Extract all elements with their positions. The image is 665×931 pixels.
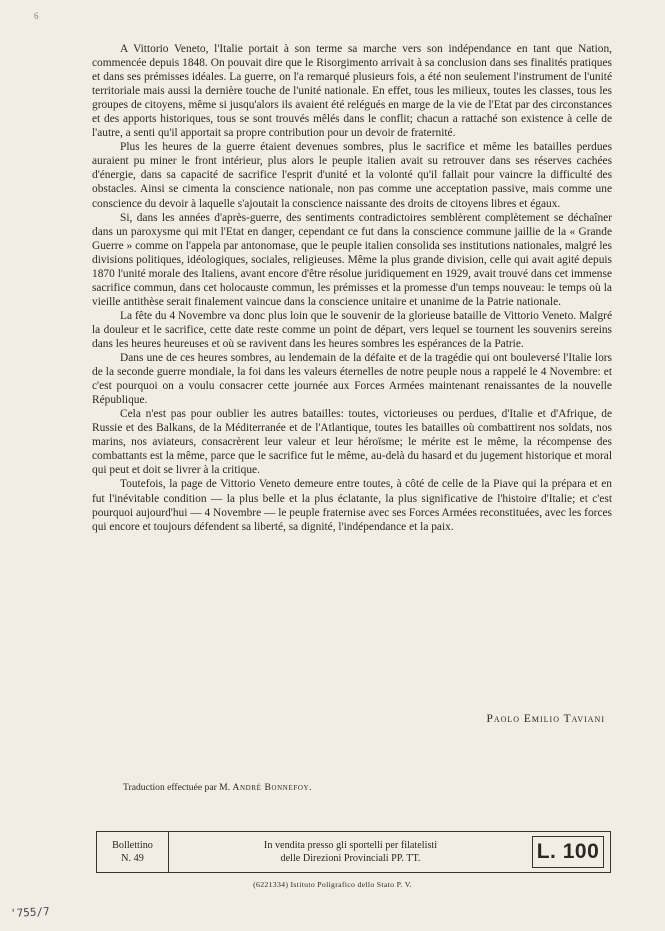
paragraph: Dans une de ces heures sombres, au lendemain de la défaite et de la tragédie qui ont bouleversé l'Italie lors de la seconde guerre mondiale, la foi dans les valeurs éternelles de notre peuple nous a rappelé le 4 Novembre: et c'est pourquoi on a voulu consacrer cette journée aux Forces Armées maintenant renaissantes de la nouvelle République. [92,352,612,407]
paragraph: Plus les heures de la guerre étaient devenues sombres, plus le sacrifice et même les batailles perdues auraient pu miner le front intérieur, plus alors le peuple italien avait su retrouver dans ses réserves cachées d'énergie, dans sa capacité de sacrifice l'esprit d'unité et la volonté qu'il fallait pour vaincre la difficulté des obstacles. Ainsi se cimenta la conscience nationale, non pas comme une acceptation passive, mais comme une conscience du devoir à laquelle s'ajoutait la conscience naissante des droits de citoyens libres et égaux. [92,141,612,210]
corner-mark: 6 [34,11,39,21]
article-body [92,42,612,534]
bulletin-number: N. 49 [121,853,144,864]
handwritten-note: '755/7 [9,904,51,921]
bulletin-info-box [96,831,611,873]
paragraph: A Vittorio Veneto, l'Italie portait à son terme sa marche vers son indépendance en tant que Nation, commencée depuis 1848. On pouvait dire que le Risorgimento arrivait à sa conclusion dans ses finalités pratiques et dans ses prémisses idéales. La guerre, on l'a remarqué plusieurs fois, a été non seulement l'instrument de l'unité territoriale mais aussi la dernière touche de l'unité nationale. En effet, tous les milieux, toutes les classes, tous les groupes de citoyens, même si jusqu'alors ils avaient été relégués en marge de la vie de l'Etat par des circonstances et des apports historiques, tous se sont trouvés mêlés dans le conflit; chacun a rattaché son existence à celle de l'autre, a senti qu'il apportait sa propre contribution pour un devoir de fraternité. [92,43,612,140]
paragraph: Cela n'est pas pour oublier les autres batailles: toutes, victorieuses ou perdues, d'Italie et d'Afrique, de Russie et des Balkans, de la Méditerranée et de l'Atlantique, toutes les batailles où combattirent nos soldats, nos marins, nos aviateurs, consacrèrent leur valeur et leur héroïsme; le mérite est le même, la récompense des combattants est la même, parce que le sacrifice fut le même, au-delà du hasard et du jugement historique et moral qui peut et doit se livrer à la critique. [92,408,612,477]
author-signature: Paolo Emilio Taviani [486,713,605,725]
price: L. 100 [536,840,600,863]
sale-info-cell [169,832,532,872]
translation-prefix: Traduction effectuée par M. [123,782,233,793]
paragraph: La fête du 4 Novembre va donc plus loin que le souvenir de la glorieuse bataille de Vittorio Veneto. Malgré la douleur et le sacrifice, cette date reste comme un point de départ, vers lequel se tournent les souvenirs sereins dans les heures heureuses et où se ravivent dans les heures sombres les espérances de la Patrie. [92,309,612,350]
translator-name: André Bonnefoy. [232,782,313,793]
sale-info-line-2: delle Direzioni Provinciali PP. TT. [280,853,421,864]
price-cell [532,836,604,868]
bulletin-label: Bollettino [112,840,153,851]
paragraph: Toutefois, la page de Vittorio Veneto demeure entre toutes, à côté de celle de la Piave qui la prépara et en fut l'inévitable condition — la plus belle et la plus éclatante, la plus significative de l'histoire d'Italie; et c'est pourquoi aujourd'hui — 4 Novembre — le peuple fraternise avec ses Forces Armées reconstituées, avec les forces qui encore et toujours défendent sa liberté, sa dignité, l'indépendance et la paix. [92,478,612,533]
translation-credit [123,782,312,793]
printer-imprint: (6221334) Istituto Poligrafico dello Stato P. V. [253,880,412,889]
bulletin-number-cell [97,832,169,872]
sale-info-line-1: In vendita presso gli sportelli per filatelisti [263,840,438,851]
paragraph: Si, dans les années d'après-guerre, des sentiments contradictoires semblèrent complètement se déchaîner dans un paroxysme qui mit l'Etat en danger, cependant ce fut dans la conscience commune jaillie de la « Grande Guerre » comme on l'appela par antonomase, que le peuple italien consolida ses institutions nationales, malgré les divisions politiques, idéologiques, sociales, religieuses. Même la plus grande division, celle qui avait agité depuis 1870 l'unité morale des Italiens, avant encore d'être résolue juridiquement en 1929, avait trouvé dans cet immense sacrifice commun, dans cet holocauste commun, les prémisses et la promesse d'un temps nouveau: le temps où la vieille antithèse serait finalement vaincue dans la conscience unitaire et unanime de la Patrie nationale. [92,211,612,308]
